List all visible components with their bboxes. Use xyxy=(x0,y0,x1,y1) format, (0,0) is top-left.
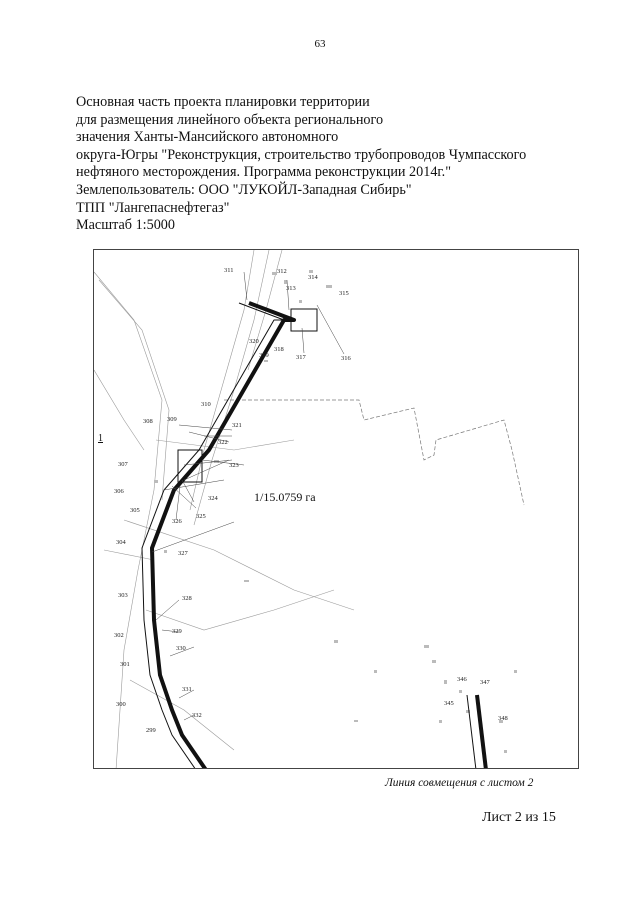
point-label: 320 xyxy=(249,338,259,345)
sheet-counter: Лист 2 из 15 xyxy=(482,810,556,825)
point-label: 310 xyxy=(201,401,211,408)
planning-map xyxy=(93,249,579,769)
point-label: 317 xyxy=(296,354,306,361)
point-label: 312 xyxy=(277,268,287,275)
point-label: 305 xyxy=(130,507,140,514)
header-line: ТПП "Лангепаснефтегаз" xyxy=(76,199,230,216)
header-line: округа-Югры "Реконструкция, строительство трубопроводов Чумпасского xyxy=(76,146,527,163)
point-label: 328 xyxy=(182,595,192,602)
point-label: 348 xyxy=(498,715,508,722)
map-drawing xyxy=(94,250,579,769)
pipeline-route xyxy=(142,303,486,769)
point-label: 324 xyxy=(208,495,218,502)
point-label: 329 xyxy=(172,628,182,635)
point-label: 325 xyxy=(196,513,206,520)
point-label: 308 xyxy=(143,418,153,425)
point-label: 316 xyxy=(341,355,351,362)
point-label: 321 xyxy=(232,422,242,429)
point-label: 304 xyxy=(116,539,126,546)
header-line: нефтяного месторождения. Программа реконструкции 2014г." xyxy=(76,164,451,181)
header-line: значения Ханты-Мансийского автономного xyxy=(76,129,339,146)
point-label: 314 xyxy=(308,274,318,281)
page-number: 63 xyxy=(314,38,326,50)
point-label: 313 xyxy=(286,285,296,292)
point-label: 319 xyxy=(259,352,269,359)
point-label: 323 xyxy=(229,462,239,469)
point-label: 347 xyxy=(480,679,490,686)
point-label: 322 xyxy=(218,439,228,446)
sheet-junction-caption: Линия совмещения с листом 2 xyxy=(385,777,534,789)
point-label: 306 xyxy=(114,488,124,495)
point-label: 330 xyxy=(176,645,186,652)
header-line: Основная часть проекта планировки территории xyxy=(76,94,370,110)
site-boxes xyxy=(178,309,317,482)
point-label: 331 xyxy=(182,686,192,693)
point-label: 309 xyxy=(167,416,177,423)
plot-area-label: 1/15.0759 га xyxy=(254,490,316,504)
point-label: 302 xyxy=(114,632,124,639)
point-label: 315 xyxy=(339,290,349,297)
point-label: 327 xyxy=(178,550,188,557)
document-header xyxy=(76,94,576,235)
point-label: 307 xyxy=(118,461,128,468)
point-label: 346 xyxy=(457,676,467,683)
point-label: 303 xyxy=(118,592,128,599)
point-label: 318 xyxy=(274,346,284,353)
point-label: 332 xyxy=(192,712,202,719)
header-line: для размещения линейного объекта регионального xyxy=(76,111,384,128)
header-line: Землепользователь: ООО "ЛУКОЙЛ-Западная Сибирь" xyxy=(76,181,412,198)
point-label: 299 xyxy=(146,727,156,734)
point-label: 345 xyxy=(444,700,454,707)
header-line: Масштаб 1:5000 xyxy=(76,217,175,234)
map-sheet-mark: 1 xyxy=(98,433,103,444)
point-label: 301 xyxy=(120,661,130,668)
point-label: 300 xyxy=(116,701,126,708)
point-label: 326 xyxy=(172,518,182,525)
point-label: 311 xyxy=(224,267,234,274)
